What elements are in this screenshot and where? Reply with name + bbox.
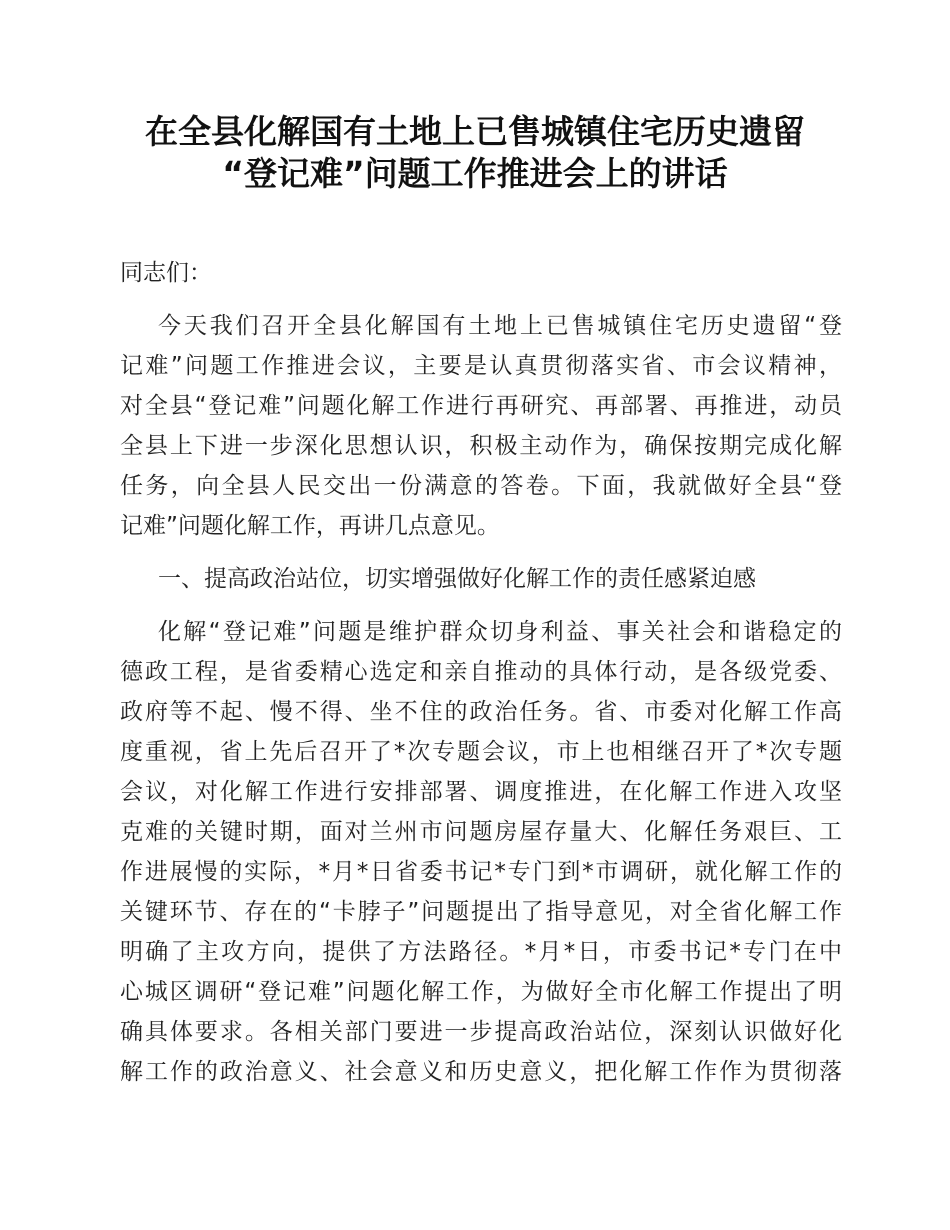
paragraph-2-line: 克难的关键时期，面对兰州市问题房屋存量大、化解任务艰巨、工	[120, 819, 842, 845]
document-title-line-2: “登记难”问题工作推进会上的讲话	[222, 154, 728, 193]
paragraph-2-line: 明确了主攻方向，提供了方法路径。*月*日，市委书记*专门在中	[120, 939, 842, 965]
paragraph-2-line: 会议，对化解工作进行安排部署、调度推进，在化解工作进入攻坚	[120, 779, 842, 805]
paragraph-1-line: 对全县“登记难”问题化解工作进行再研究、再部署、再推进，动员	[120, 393, 842, 419]
paragraph-2-line: 关键环节、存在的“卡脖子”问题提出了指导意见，对全省化解工作	[120, 899, 842, 925]
paragraph-1-line: 全县上下进一步深化思想认识，积极主动作为，确保按期完成化解	[120, 433, 842, 459]
salutation: 同志们：	[120, 260, 212, 286]
paragraph-2-line: 政府等不起、慢不得、坐不住的政治任务。省、市委对化解工作高	[120, 699, 842, 725]
paragraph-2-line: 心城区调研“登记难”问题化解工作，为做好全市化解工作提出了明	[120, 979, 842, 1005]
paragraph-2-line: 度重视，省上先后召开了*次专题会议，市上也相继召开了*次专题	[120, 739, 842, 765]
paragraph-2-line: 确具体要求。各相关部门要进一步提高政治站位，深刻认识做好化	[120, 1019, 842, 1045]
paragraph-1-line: 今天我们召开全县化解国有土地上已售城镇住宅历史遗留“登	[158, 313, 842, 339]
paragraph-1-line: 记难”问题化解工作，再讲几点意见。	[120, 513, 500, 539]
paragraph-1-line: 任务，向全县人民交出一份满意的答卷。下面，我就做好全县“登	[120, 473, 842, 499]
paragraph-2-line: 作进展慢的实际，*月*日省委书记*专门到*市调研，就化解工作的	[120, 859, 842, 885]
paragraph-2-line: 解工作的政治意义、社会意义和历史意义，把化解工作作为贯彻落	[120, 1059, 842, 1085]
section-heading-1: 一、提高政治站位，切实增强做好化解工作的责任感紧迫感	[158, 566, 756, 592]
paragraph-2-line: 德政工程，是省委精心选定和亲自推动的具体行动，是各级党委、	[120, 659, 842, 685]
paragraph-2-line: 化解“登记难”问题是维护群众切身利益、事关社会和谐稳定的	[158, 619, 842, 645]
paragraph-1-line: 记难”问题工作推进会议，主要是认真贯彻落实省、市会议精神，	[120, 353, 842, 379]
document-title-line-1: 在全县化解国有土地上已售城镇住宅历史遗留	[145, 112, 805, 151]
